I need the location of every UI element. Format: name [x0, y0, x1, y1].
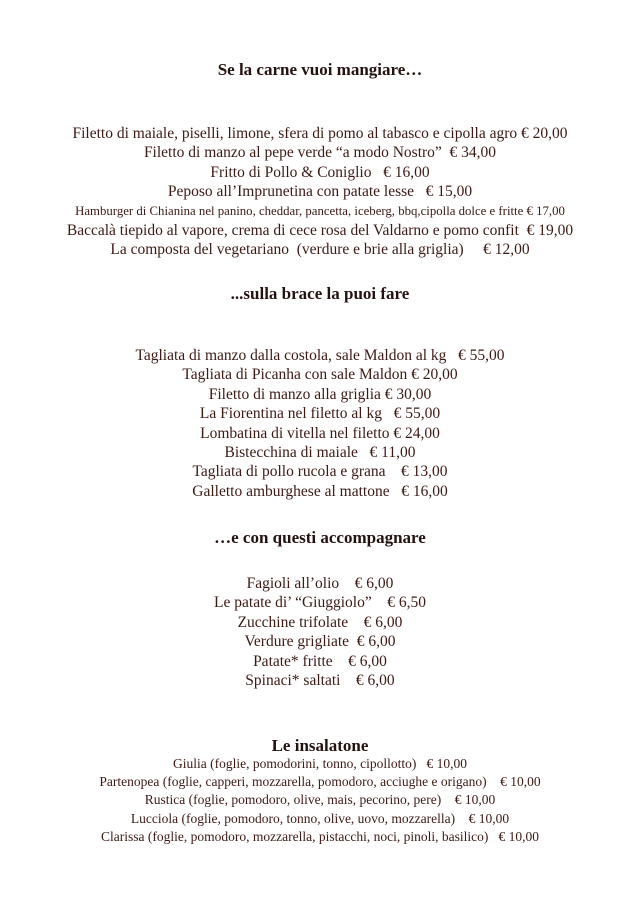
section-title-contorni: …e con questi accompagnare	[214, 528, 426, 547]
menu-item: Bistecchina di maiale € 11,00	[224, 444, 416, 462]
menu-item: Partenopea (foglie, capperi, mozzarella, pomodoro, acciughe e origano) € 10,00	[99, 774, 541, 790]
menu-item: Galletto amburghese al mattone € 16,00	[192, 482, 448, 500]
section-list-brace	[0, 346, 640, 501]
menu-item: La Fiorentina nel filetto al kg € 55,00	[199, 405, 441, 423]
menu-item: Patate* fritte € 6,00	[253, 652, 387, 670]
menu-item: Tagliata di manzo dalla costola, sale Maldon al kg € 55,00	[135, 347, 505, 364]
menu-item: Rustica (foglie, pomodoro, olive, mais, pecorino, pere) € 10,00	[144, 792, 496, 808]
menu-item: Filetto di manzo alla griglia € 30,00	[208, 385, 432, 403]
menu-item: Hamburger di Chianina nel panino, cheddar, pancetta, iceberg, bbq,cipolla dolce e fritte € 17,00	[75, 203, 565, 218]
menu-item: Tagliata di Picanha con sale Maldon € 20,00	[182, 366, 458, 384]
menu-item: Verdure grigliate € 6,00	[244, 633, 396, 651]
menu-item: Lombatina di vitella nel filetto € 24,00	[200, 424, 440, 442]
menu-item: Baccalà tiepido al vapore, crema di cece rosa del Valdarno e pomo confit € 19,00	[66, 222, 574, 240]
section-title-insalatone: Le insalatone	[271, 736, 369, 755]
menu-item: Filetto di maiale, piselli, limone, sfera di pomo al tabasco e cipolla agro € 20,00	[72, 125, 568, 142]
menu-item: Clarissa (foglie, pomodoro, mozzarella, pistacchi, noci, pinoli, basilico) € 10,00	[101, 828, 539, 844]
menu-item: Fritto di Pollo & Coniglio € 16,00	[210, 163, 430, 181]
menu-item: Spinaci* saltati € 6,00	[245, 672, 395, 690]
menu-item: Peposo all’Imprunetina con patate lesse € 15,00	[167, 183, 473, 201]
section-list-contorni	[0, 574, 640, 690]
menu-item: Fagioli all’olio € 6,00	[246, 575, 394, 592]
menu-item: Filetto di manzo al pepe verde “a modo Nostro” € 34,00	[143, 144, 497, 162]
section-list-carne	[0, 124, 640, 260]
section-title-brace: ...sulla brace la puoi fare	[230, 284, 410, 303]
section-title-carne: Se la carne vuoi mangiare…	[217, 60, 423, 79]
menu-item: Le patate di’ “Giuggiolo” € 6,50	[214, 594, 426, 612]
menu-item: La composta del vegetariano (verdure e brie alla griglia) € 12,00	[110, 241, 530, 259]
menu-item: Tagliata di pollo rucola e grana € 13,00	[192, 463, 448, 481]
menu-item: Lucciola (foglie, pomodoro, tonno, olive, uovo, mozzarella) € 10,00	[130, 810, 510, 826]
menu-item: Giulia (foglie, pomodorini, tonno, cipollotto) € 10,00	[173, 756, 467, 771]
menu-item: Zucchine trifolate € 6,00	[237, 613, 403, 631]
section-list-insalatone	[0, 755, 640, 846]
